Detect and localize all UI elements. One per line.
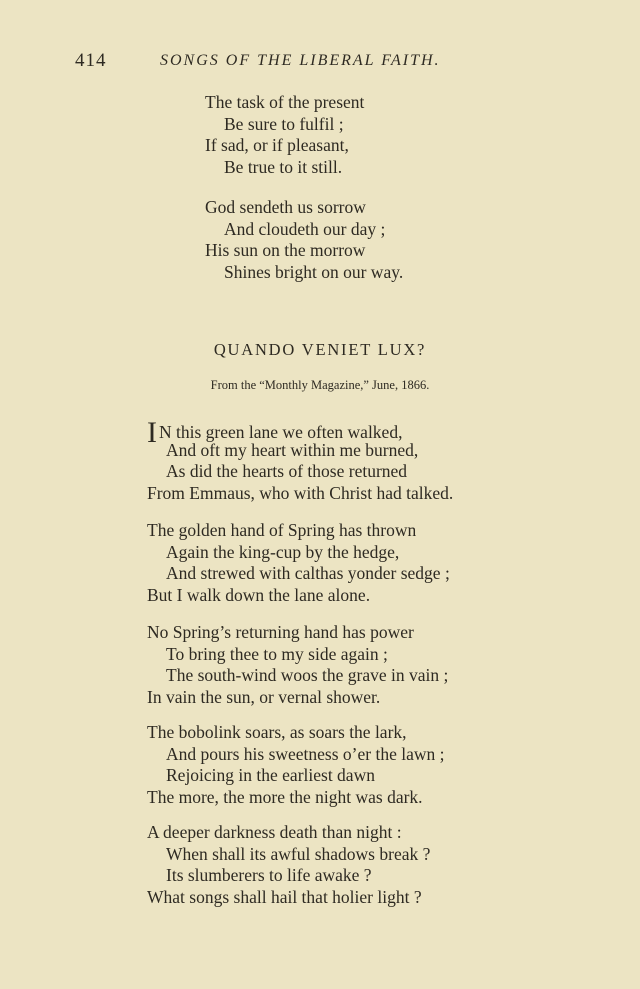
verse-line: The bobolink soars, as soars the lark, — [147, 722, 407, 742]
verse-line: But I walk down the lane alone. — [147, 584, 371, 605]
verse-line: And cloudeth our day ; — [224, 218, 386, 239]
verse-line: His sun on the morrow — [205, 240, 366, 260]
verse-line: A deeper darkness death than night : — [147, 822, 402, 842]
verse-line: To bring thee to my side again ; — [166, 643, 388, 664]
page-number: 414 — [75, 50, 107, 71]
verse-line-first — [147, 416, 453, 449]
verse-line: Be sure to fulfil ; — [224, 113, 344, 134]
verse-line: The golden hand of Spring has thrown — [147, 520, 417, 540]
verse-line: If sad, or if pleasant, — [205, 135, 349, 155]
poem-stanza — [147, 418, 453, 504]
verse-line: Rejoicing in the earliest dawn — [166, 765, 375, 785]
verse-line: Again the king-cup by the hedge, — [166, 541, 400, 562]
verse-line: God sendeth us sorrow — [205, 197, 366, 217]
verse-line: Be true to it still. — [224, 156, 343, 177]
drop-cap: I — [147, 416, 157, 449]
verse-line: The task of the present — [205, 92, 365, 112]
previous-poem-stanza — [205, 197, 403, 283]
verse-line: No Spring’s returning hand has power — [147, 622, 414, 642]
running-title: SONGS OF THE LIBERAL FAITH. — [160, 52, 441, 69]
previous-poem-stanza — [205, 92, 364, 178]
verse-line: From Emmaus, who with Christ had talked. — [147, 482, 454, 503]
verse-line: The more, the more the night was dark. — [147, 786, 423, 807]
poem-stanza — [147, 622, 448, 708]
poem-source-note: From the “Monthly Magazine,” June, 1866. — [210, 378, 430, 392]
poem-stanza — [147, 520, 450, 606]
verse-line: As did the hearts of those returned — [166, 461, 408, 481]
verse-line: And strewed with calthas yonder sedge ; — [166, 563, 450, 583]
verse-line: What songs shall hail that holier light ? — [147, 886, 422, 907]
page-header — [0, 50, 640, 74]
poem-title: QUANDO VENIET LUX? — [213, 340, 427, 359]
verse-line: The south-wind woos the grave in vain ; — [166, 665, 449, 685]
verse-line: In vain the sun, or vernal shower. — [147, 686, 381, 707]
verse-line: And pours his sweetness o’er the lawn ; — [166, 743, 445, 764]
first-line-text: N this green lane we often walked, — [159, 422, 403, 442]
verse-line: Its slumberers to life awake ? — [166, 865, 372, 885]
verse-line: And oft my heart within me burned, — [166, 439, 419, 460]
verse-line: Shines bright on our way. — [224, 261, 404, 282]
poem-stanza — [147, 822, 430, 908]
verse-line: When shall its awful shadows break ? — [166, 843, 431, 864]
poem-stanza — [147, 722, 445, 808]
